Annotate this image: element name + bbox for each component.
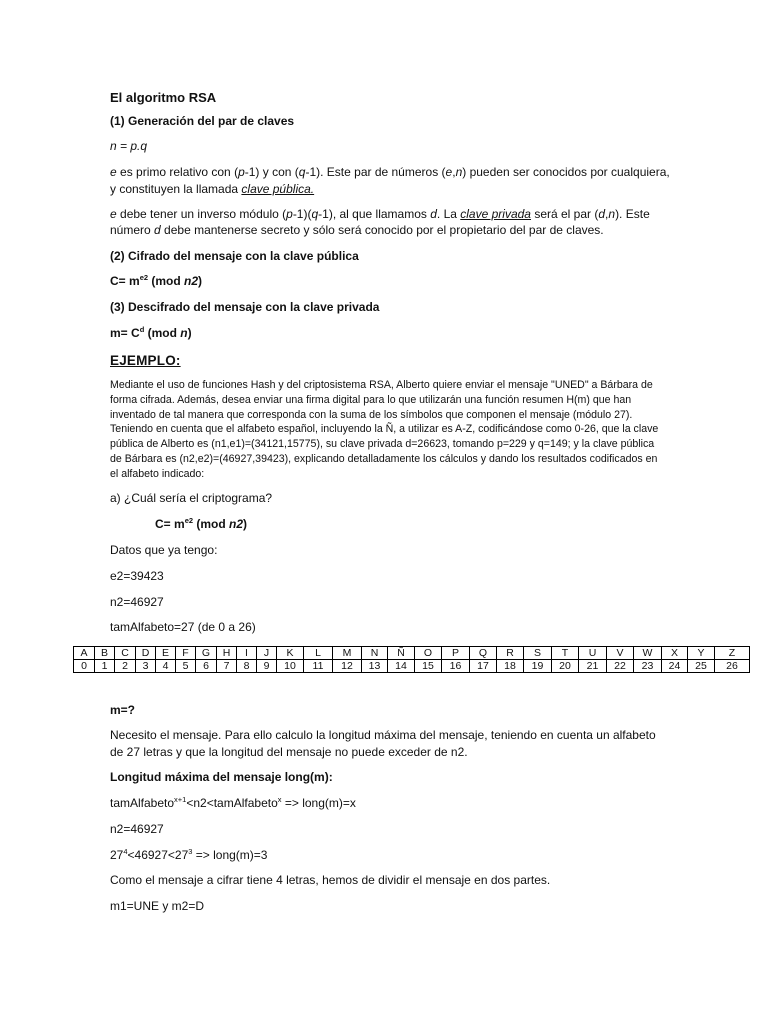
alphabet-letter-cell: E <box>156 647 176 660</box>
ejemplo-line: de Bárbara es (n2,e2)=(46927,39423), explicando detalladamente los cálculos y dando los resultados codificados en <box>110 452 658 465</box>
alphabet-letter-cell: X <box>662 647 688 660</box>
alphabet-code-cell: 4 <box>156 660 176 673</box>
ejemplo-paragraph <box>110 378 665 482</box>
alphabet-letter-cell: L <box>304 647 333 660</box>
alphabet-letter-cell: Q <box>470 647 497 660</box>
alphabet-code-cell: 22 <box>607 660 634 673</box>
section-2-heading: (2) Cifrado del mensaje con la clave pública <box>110 249 359 263</box>
alphabet-codes-row <box>74 660 750 673</box>
alphabet-letter-cell: D <box>136 647 156 660</box>
alphabet-code-cell: 20 <box>552 660 579 673</box>
alphabet-letter-cell: H <box>217 647 237 660</box>
clave-publica-term: clave pública. <box>241 182 315 196</box>
alphabet-letter-cell: A <box>74 647 95 660</box>
alphabet-code-cell: 19 <box>524 660 552 673</box>
longitud-calculation: $27^4<46927<27^3$ => long(m)=3 <box>110 847 268 862</box>
longitud-inequality: tamAlfabeto$^{x+1}$<n2<tamAlfabeto$^x$ => long(m)=x <box>110 795 356 810</box>
formula-criptograma: $C= m^{e2}$ (mod n2) <box>155 516 248 531</box>
alphabet-letter-cell: O <box>415 647 442 660</box>
alphabet-letters-row <box>74 647 750 660</box>
paragraph-e-line-1: e es primo relativo con (p-1) y con (q-1). Este par de números (e,n) pueden ser conocidos por cualquiera, <box>110 165 670 179</box>
alphabet-letter-cell: F <box>176 647 196 660</box>
ejemplo-line: Mediante el uso de funciones Hash y del criptosistema RSA, Alberto quiere enviar el mensaje "UNED" a Bárbara de <box>110 379 653 391</box>
alphabet-letter-cell: R <box>497 647 524 660</box>
longitud-heading: Longitud máxima del mensaje long(m): <box>110 770 333 784</box>
alphabet-code-cell: 16 <box>442 660 470 673</box>
alphabet-code-cell: 24 <box>662 660 688 673</box>
formula-n: n = p.q <box>110 139 148 153</box>
alphabet-code-cell: 18 <box>497 660 524 673</box>
alphabet-code-cell: 9 <box>257 660 277 673</box>
m-unknown: m=? <box>110 703 136 717</box>
ejemplo-line: el alfabeto indicado: <box>110 467 205 480</box>
alphabet-table <box>73 646 750 673</box>
necesito-line-2: de 27 letras y que la longitud del mensaje no puede exceder de n2. <box>110 745 468 759</box>
alphabet-code-cell: 17 <box>470 660 497 673</box>
alphabet-code-cell: 26 <box>715 660 750 673</box>
alphabet-letter-cell: U <box>579 647 607 660</box>
m1-m2-split: m1=UNE y m2=D <box>110 899 205 913</box>
alphabet-letter-cell: T <box>552 647 579 660</box>
ejemplo-line: forma cifrada. Además, desea enviar una firma digital para lo que utilizarán una función resumen H(m) que han <box>110 393 632 406</box>
como-paragraph: Como el mensaje a cifrar tiene 4 letras, hemos de dividir el mensaje en dos partes. <box>110 873 551 887</box>
formula-descifrado: $m= C^d$ (mod n) <box>110 325 192 340</box>
alphabet-code-cell: 2 <box>115 660 136 673</box>
alphabet-code-cell: 15 <box>415 660 442 673</box>
alphabet-code-cell: 3 <box>136 660 156 673</box>
alphabet-code-cell: 10 <box>277 660 304 673</box>
alphabet-letter-cell: C <box>115 647 136 660</box>
alphabet-code-cell: 23 <box>634 660 662 673</box>
alphabet-code-cell: 7 <box>217 660 237 673</box>
ejemplo-line: inventado de tal manera que corresponda con la suma de los símbolos que componen el mensaje (módulo 27). <box>110 408 633 421</box>
alphabet-code-cell: 12 <box>333 660 362 673</box>
alphabet-letter-cell: Y <box>688 647 715 660</box>
section-1-heading: (1) Generación del par de claves <box>110 114 295 128</box>
alphabet-code-cell: 14 <box>388 660 415 673</box>
paragraph-d-line-1: e debe tener un inverso módulo (p-1)(q-1), al que llamamos d. La clave privada será el par (d,n). Este <box>110 207 650 221</box>
alphabet-code-cell: 25 <box>688 660 715 673</box>
ejemplo-line: pública de Alberto es (n1,e1)=(34121,15775), su clave privada d=26623, tomando p=229 y q=149; y la clave pública <box>110 438 655 451</box>
alphabet-code-cell: 6 <box>196 660 217 673</box>
formula-cifrado: $C= m^{e2}$ (mod n2) <box>110 273 203 288</box>
alphabet-letter-cell: V <box>607 647 634 660</box>
alphabet-letter-cell: B <box>95 647 115 660</box>
alphabet-code-cell: 11 <box>304 660 333 673</box>
section-3-heading: (3) Descifrado del mensaje con la clave privada <box>110 300 380 314</box>
alphabet-code-cell: 0 <box>74 660 95 673</box>
alphabet-letter-cell: Ñ <box>388 647 415 660</box>
paragraph-d-line-2: número d debe mantenerse secreto y sólo será conocido por el propietario del par de claves. <box>110 223 604 237</box>
paragraph-e-line-2: y constituyen la llamada clave pública. <box>110 182 315 196</box>
alphabet-letter-cell: M <box>333 647 362 660</box>
clave-privada-term: clave privada <box>460 207 531 221</box>
alphabet-letter-cell: I <box>237 647 257 660</box>
alphabet-code-cell: 13 <box>362 660 388 673</box>
necesito-line-1: Necesito el mensaje. Para ello calculo la longitud máxima del mensaje, teniendo en cuenta un alfabeto <box>110 728 656 742</box>
datos-label: Datos que ya tengo: <box>110 543 218 557</box>
ejemplo-heading: EJEMPLO: <box>110 353 181 368</box>
document-title: El algoritmo RSA <box>110 90 217 105</box>
ejemplo-line: Teniendo en cuenta que el alfabeto español, incluyendo la Ñ, a utilizar es A-Z, codificándose como 0-26, que la clave <box>110 423 659 436</box>
n2-repeat: n2=46927 <box>110 822 164 836</box>
e2-value: e2=39423 <box>110 569 164 583</box>
alphabet-code-cell: 8 <box>237 660 257 673</box>
alphabet-letter-cell: P <box>442 647 470 660</box>
alphabet-letter-cell: J <box>257 647 277 660</box>
alphabet-code-cell: 21 <box>579 660 607 673</box>
alphabet-code-cell: 5 <box>176 660 196 673</box>
alphabet-letter-cell: S <box>524 647 552 660</box>
tam-alfabeto: tamAlfabeto=27 (de 0 a 26) <box>110 620 256 634</box>
question-a: a) ¿Cuál sería el criptograma? <box>110 491 273 505</box>
alphabet-code-cell: 1 <box>95 660 115 673</box>
alphabet-letter-cell: N <box>362 647 388 660</box>
alphabet-letter-cell: K <box>277 647 304 660</box>
n2-value: n2=46927 <box>110 595 164 609</box>
alphabet-letter-cell: Z <box>715 647 750 660</box>
alphabet-letter-cell: G <box>196 647 217 660</box>
alphabet-letter-cell: W <box>634 647 662 660</box>
